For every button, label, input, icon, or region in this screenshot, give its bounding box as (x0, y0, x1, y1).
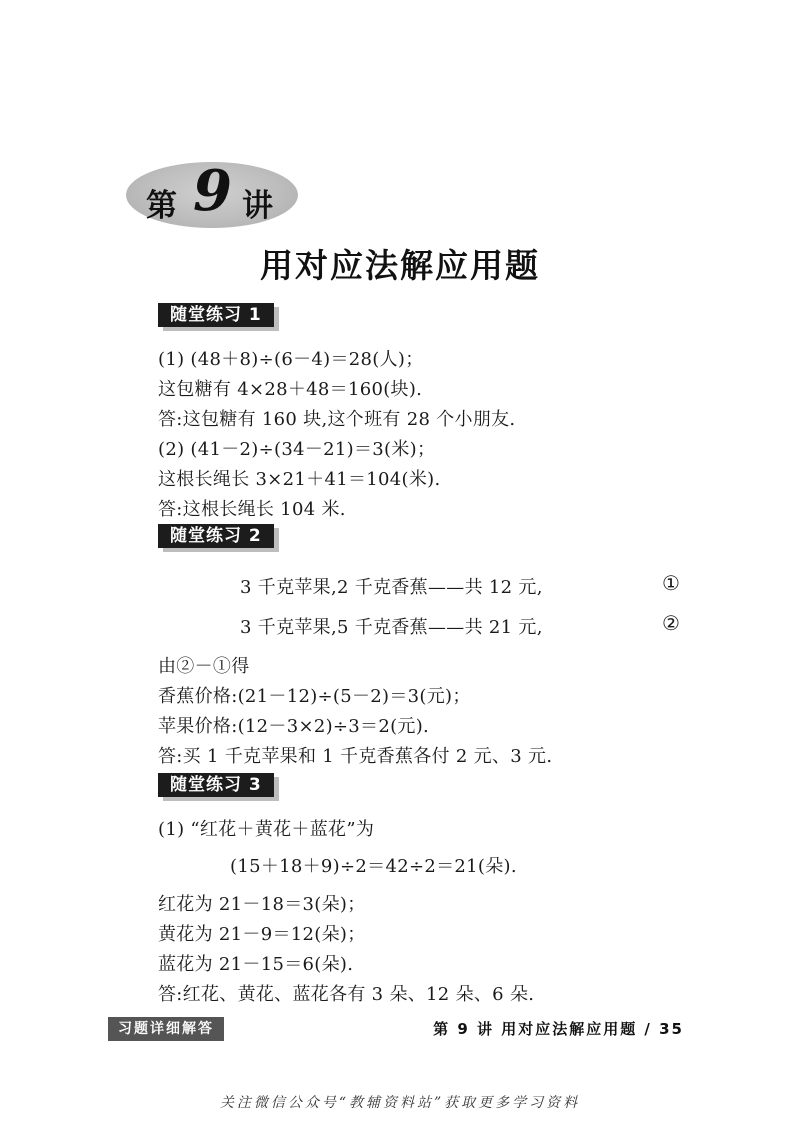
text-line: (2) (41－2)÷(34－21)＝3(米)； (158, 439, 436, 460)
text-line: (1) “红花＋黄花＋蓝花”为 (158, 819, 375, 840)
text-line: 答:买 1 千克苹果和 1 千克香蕉各付 2 元、3 元. (158, 746, 553, 767)
equation-mark: ② (662, 611, 680, 635)
text-line: 这包糖有 4×28＋48＝160(块). (158, 379, 423, 400)
section-heading-1: 随堂练习 1 (158, 303, 274, 327)
section-heading-2: 随堂练习 2 (158, 524, 274, 548)
text-line: 香蕉价格:(21－12)÷(5－2)＝3(元)； (158, 686, 471, 707)
text-line: 黄花为 21－9＝12(朵)； (158, 924, 366, 945)
center-equation: (15＋18＋9)÷2＝42÷2＝21(朵). (230, 856, 517, 877)
equation-line: 3 千克苹果,5 千克香蕉——共 21 元, (240, 617, 543, 638)
text-line: (1) (48＋8)÷(6－4)＝28(人)； (158, 349, 424, 370)
lecture-prefix: 第 (146, 188, 177, 224)
text-line: 这根长绳长 3×21＋41＝104(米). (158, 469, 441, 490)
text-line: 由②－①得 (158, 656, 250, 677)
section-heading-3: 随堂练习 3 (158, 773, 274, 797)
page-title: 用对应法解应用题 (260, 246, 540, 285)
equation-mark: ① (662, 571, 680, 595)
watermark-text: 关注微信公众号“教辅资料站”获取更多学习资料 (219, 1095, 581, 1111)
text-line: 蓝花为 21－15＝6(朵). (158, 954, 354, 975)
footer-tag: 习题详细解答 (108, 1017, 224, 1041)
lecture-number: 9 (193, 158, 232, 224)
text-line: 苹果价格:(12－3×2)÷3＝2(元). (158, 716, 430, 737)
lecture-suffix: 讲 (242, 188, 273, 224)
text-line: 答:红花、黄花、蓝花各有 3 朵、12 朵、6 朵. (158, 984, 535, 1005)
equation-line: 3 千克苹果,2 千克香蕉——共 12 元, (240, 577, 543, 598)
text-line: 答:这包糖有 160 块,这个班有 28 个小朋友. (158, 409, 516, 430)
text-line: 答:这根长绳长 104 米. (158, 499, 346, 520)
text-line: 红花为 21－18＝3(朵)； (158, 894, 366, 915)
footer-page-info: 第 9 讲 用对应法解应用题 / 35 (433, 1020, 684, 1038)
